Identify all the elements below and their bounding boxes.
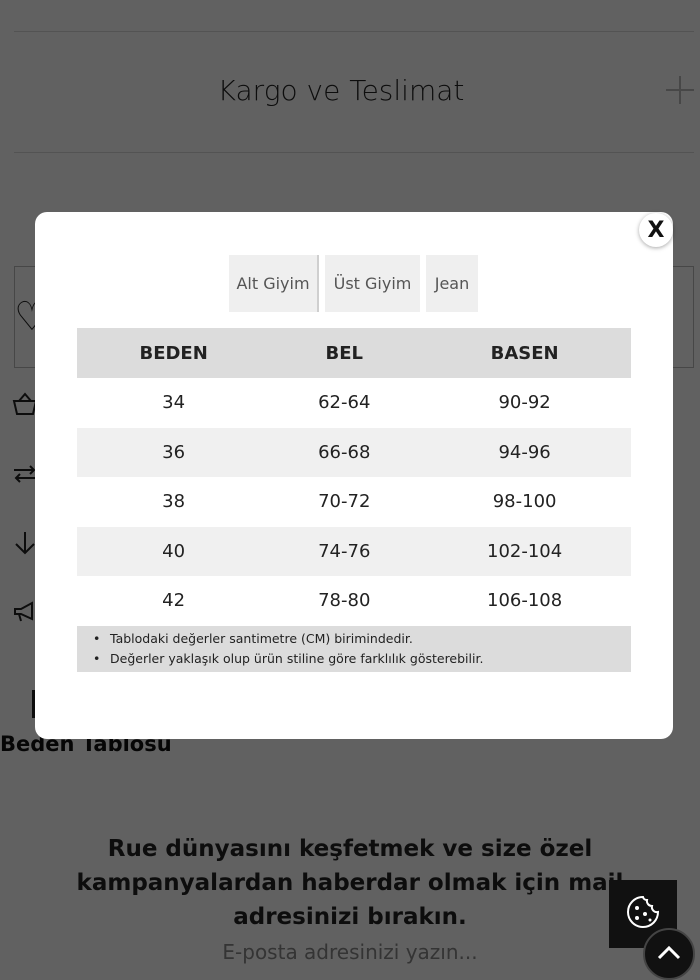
chevron-up-icon [657,944,681,964]
size-category-tabs [229,255,484,312]
cell-bel: 74-76 [270,527,418,577]
table-header-row [77,328,631,378]
cell-basen: 98-100 [418,477,631,527]
cell-bel: 62-64 [270,378,418,428]
table-row [77,576,631,626]
cookie-icon [625,894,661,934]
cell-basen: 90-92 [418,378,631,428]
table-row [77,428,631,478]
cell-beden: 36 [77,428,270,478]
table-row [77,527,631,577]
size-notes [77,626,631,672]
tab-ust-giyim[interactable]: Üst Giyim [325,255,420,312]
cell-beden: 38 [77,477,270,527]
cell-bel: 66-68 [270,428,418,478]
cell-bel: 70-72 [270,477,418,527]
cell-basen: 102-104 [418,527,631,577]
column-header-bel: BEL [270,328,418,378]
size-chart-modal [35,212,673,739]
note-item: • Tablodaki değerler santimetre (CM) birimindedir. [93,629,615,649]
cell-basen: 106-108 [418,576,631,626]
note-item: • Değerler yaklaşık olup ürün stiline göre farklılık gösterebilir. [93,649,615,669]
close-modal-button[interactable]: X [639,213,673,247]
table-row [77,378,631,428]
table-row [77,477,631,527]
cell-beden: 34 [77,378,270,428]
column-header-basen: BASEN [418,328,631,378]
column-header-beden: BEDEN [77,328,270,378]
cell-bel: 78-80 [270,576,418,626]
cell-beden: 40 [77,527,270,577]
cell-beden: 42 [77,576,270,626]
tab-alt-giyim[interactable]: Alt Giyim [229,255,319,312]
tab-jean[interactable]: Jean [426,255,478,312]
scroll-to-top-button[interactable] [643,928,695,980]
size-table [77,328,631,626]
cell-basen: 94-96 [418,428,631,478]
